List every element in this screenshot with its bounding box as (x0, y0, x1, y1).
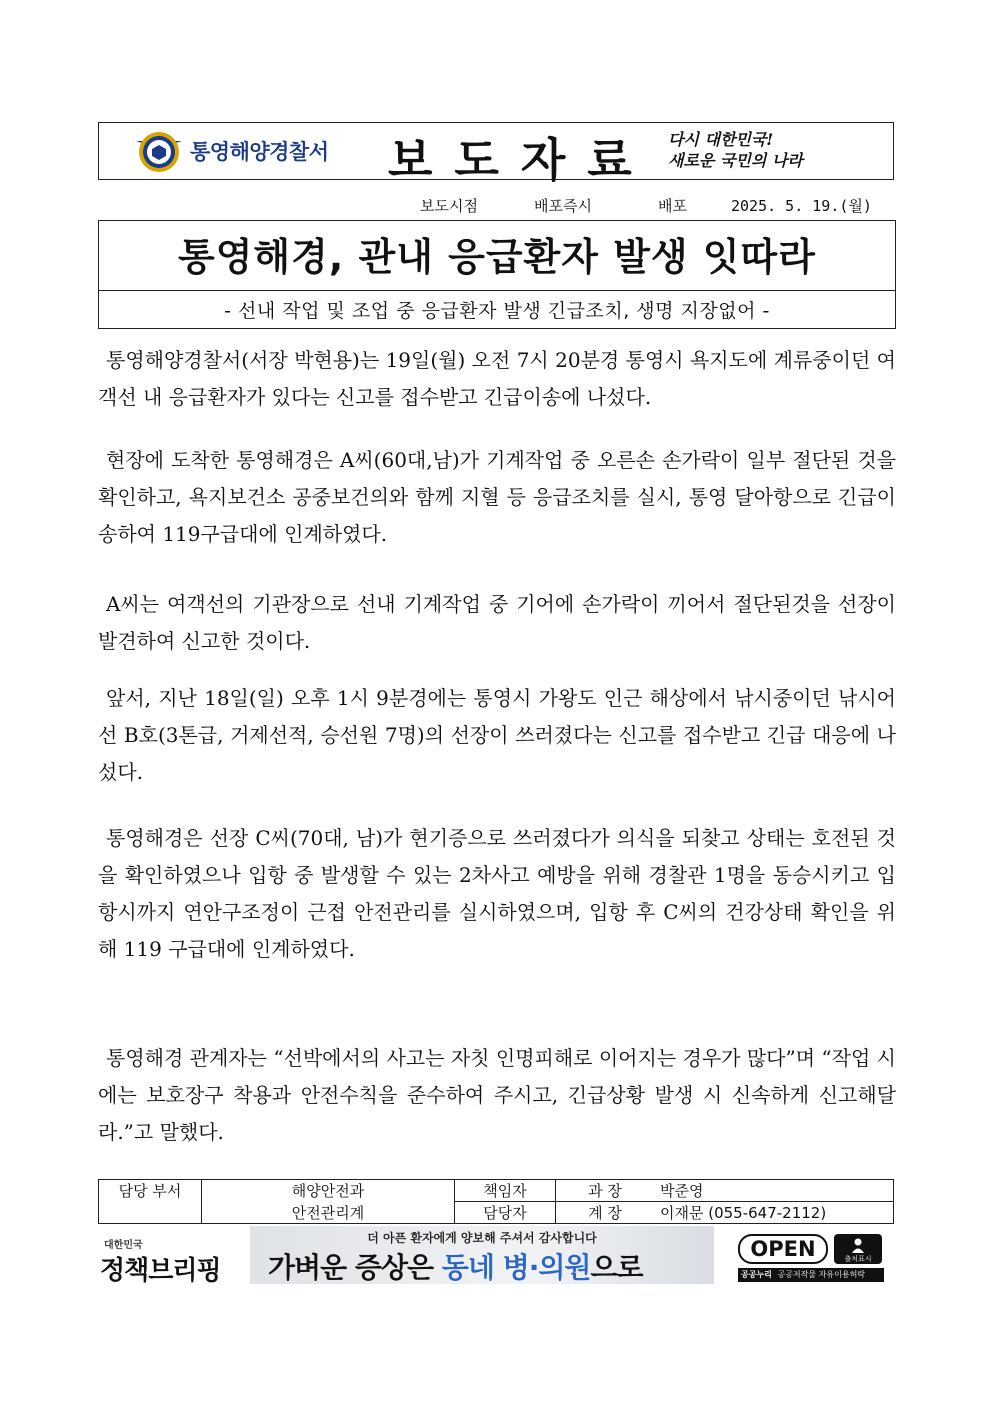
paragraph-text: A씨는 여객선의 기관장으로 선내 기계작업 중 기어에 손가락이 끼어서 절단된것을 선장이 발견하여 신고한 것이다. (98, 592, 896, 653)
open-text: OPEN (738, 1234, 828, 1264)
contact-table (98, 1179, 894, 1224)
license-desc: 공공저작물 자유이용허락 (777, 1270, 866, 1279)
paragraph-5 (98, 820, 896, 968)
banner-slogan-a: 가벼운 증상은 (268, 1251, 442, 1284)
paragraph-text: 통영해경은 선장 C씨(70대, 남)가 현기증으로 쓰러졌다가 의식을 되찾고 상태는 호전된 것을 확인하였으나 입항 중 발생할 수 있는 2차사고 예방을 위해 경찰관 1명을 동승시키고 입항시까지 연안구조정이 근접 안전관리를 실시하였으며, 입항 후 C씨의 건강상태 확인을 위해 119 구급대에 인계하였다. (98, 826, 896, 961)
release-date: 2025. 5. 19.(월) (731, 197, 872, 215)
license-name: 공공누리 (741, 1270, 772, 1279)
banner-slogan (268, 1246, 643, 1286)
dept-name-1: 해양안전과 (202, 1180, 455, 1202)
paragraph-2 (98, 442, 896, 553)
attribution-badge (834, 1234, 882, 1264)
slogan (668, 129, 803, 171)
paragraph-text: 현장에 도착한 통영해경은 A씨(60대,남)가 기계작업 중 오른손 손가락이 일부 절단된 것을 확인하고, 욕지보건소 공중보건의와 함께 지혈 등 응급조치를 실시, 통영 달아항으로 긴급이송하여 119구급대에 인계하였다. (98, 448, 896, 546)
subheadline: - 선내 작업 및 조업 중 응급환자 발생 긴급조치, 생명 지장없어 - (224, 300, 770, 322)
open-license (738, 1234, 884, 1284)
paragraph-text: 앞서, 지난 18일(일) 오후 1시 9분경에는 통영시 가왕도 인근 해상에서 낚시중이던 낚시어선 B호(3톤급, 거제선적, 승선원 7명)의 선장이 쓰러졌다는 신고를 접수받고 긴급 대응에 나섰다. (98, 686, 896, 784)
person-icon (850, 1237, 866, 1253)
paragraph-1 (98, 342, 896, 416)
policy-briefing-top: 대한민국 (104, 1240, 143, 1251)
headline: 통영해경, 관내 응급환자 발생 잇따라 (178, 235, 816, 279)
paragraph-text: 통영해경 관계자는 “선박에서의 사고는 자칫 인명피해로 이어지는 경우가 많다”며 “작업 시에는 보호장구 착용과 안전수칙을 준수하여 주시고, 긴급상황 발생 시 신속하게 신고해달라.”고 말했다. (98, 1046, 896, 1144)
paragraph-3 (98, 586, 896, 660)
attribution-label: 출처표시 (844, 1255, 872, 1263)
manager-name: 박준영 (654, 1180, 894, 1202)
policy-briefing-logo: 정책브리핑 (100, 1256, 221, 1286)
slogan-line-1: 다시 대한민국! (668, 130, 774, 149)
org-name: 통영해양경찰서 (190, 140, 329, 164)
staff-title: 계 장 (556, 1202, 655, 1224)
coast-guard-emblem-icon (134, 127, 184, 177)
license-caption (738, 1268, 884, 1282)
headline-divider (98, 290, 896, 291)
manager-title: 과 장 (556, 1180, 655, 1202)
banner-slogan-c: 으로 (590, 1251, 643, 1284)
paragraph-4 (98, 680, 896, 791)
role-manager: 책임자 (455, 1180, 556, 1202)
dept-label: 담당 부서 (99, 1180, 202, 1224)
paragraph-6 (98, 1040, 896, 1151)
banner-slogan-b: 동네 병·의원 (441, 1251, 591, 1284)
banner-caption: 더 아픈 환자에게 양보해 주셔서 감사합니다 (367, 1231, 597, 1245)
paragraph-text: 통영해양경찰서(서장 박현용)는 19일(월) 오전 7시 20분경 통영시 욕지도에 계류중이던 여객선 내 응급환자가 있다는 신고를 접수받고 긴급이송에 나섰다. (98, 348, 896, 409)
staff-name: 이재문 (055-647-2112) (654, 1202, 894, 1224)
release-time-value: 배포즉시 (534, 197, 592, 215)
release-time-label: 보도시점 (420, 197, 478, 215)
release-dist-label: 배포 (658, 197, 687, 215)
role-staff: 담당자 (455, 1202, 556, 1224)
slogan-line-2: 새로운 국민의 나라 (668, 151, 803, 170)
press-release-title: 보도자료 (388, 133, 654, 187)
dept-name-2: 안전관리계 (202, 1202, 455, 1224)
